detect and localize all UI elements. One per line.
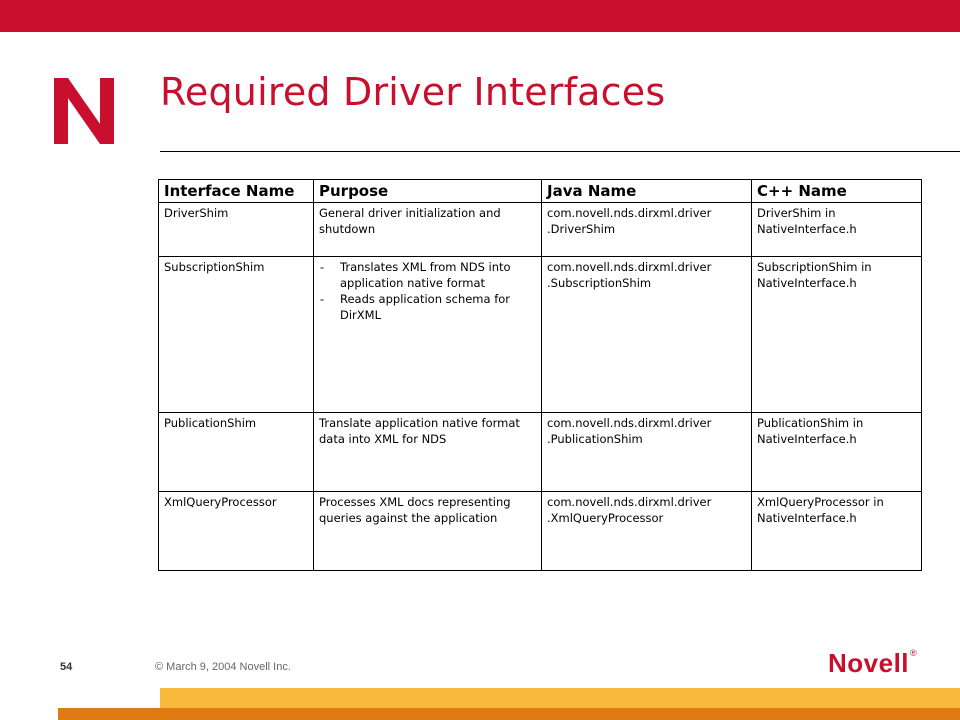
copyright-notice: © March 9, 2004 Novell Inc. [155,661,291,673]
cell-java-name [542,203,752,257]
purpose-bullet: - Translates XML from NDS into application native format [319,259,536,291]
cell-java-name [542,257,752,413]
java-class: .PublicationShim [547,432,643,447]
footer-bar-light [160,688,960,708]
table-header-row [159,180,922,203]
cpp-class: XmlQueryProcessor in [757,494,884,509]
cell-purpose: Processes XML docs representing queries against the application [314,491,542,570]
top-brand-bar [0,0,960,32]
footer-bar-dark [58,708,960,720]
cell-cpp-name [752,203,922,257]
table-row [159,257,922,413]
java-package: com.novell.nds.dirxml.driver [547,260,712,275]
header-java-name: Java Name [542,180,752,203]
cell-purpose: Translate application native format data into XML for NDS [314,413,542,491]
cpp-header-file: NativeInterface.h [757,222,857,236]
java-class: .SubscriptionShim [547,276,652,291]
header-interface-name: Interface Name [159,180,314,203]
cell-interface-name: SubscriptionShim [159,257,314,413]
cpp-header-file: NativeInterface.h [757,510,857,525]
cpp-header-file: NativeInterface.h [757,276,857,291]
cell-interface-name: XmlQueryProcessor [159,491,314,570]
cell-interface-name: PublicationShim [159,413,314,491]
table-row [159,203,922,257]
cell-java-name [542,491,752,570]
cpp-class: SubscriptionShim in [757,260,872,275]
java-class: .DriverShim [547,222,616,236]
driver-interfaces-table [158,179,922,571]
purpose-bullet: - Reads application schema for DirXML [319,291,536,323]
java-package: com.novell.nds.dirxml.driver [547,206,712,220]
cpp-header-file: NativeInterface.h [757,432,857,447]
cell-cpp-name [752,491,922,570]
page-number: 54 [60,661,73,673]
title-divider [160,151,960,152]
slide-title: Required Driver Interfaces [160,70,666,114]
table-row [159,491,922,570]
cell-purpose [314,257,542,413]
cpp-class: DriverShim in [757,206,836,220]
brand-name: Novell [828,648,910,678]
cell-purpose: General driver initialization and shutdown [314,203,542,257]
cpp-class: PublicationShim in [757,416,864,431]
novell-wordmark-logo [828,648,917,679]
java-package: com.novell.nds.dirxml.driver [547,494,712,509]
novell-n-logo-icon [52,76,116,146]
registered-mark: ® [910,648,918,658]
cell-java-name [542,413,752,491]
cell-interface-name: DriverShim [159,203,314,257]
purpose-bullet-list [319,259,536,323]
java-package: com.novell.nds.dirxml.driver [547,416,712,431]
cell-cpp-name [752,413,922,491]
header-purpose: Purpose [314,180,542,203]
java-class: .XmlQueryProcessor [547,510,664,525]
table-row [159,413,922,491]
cell-cpp-name [752,257,922,413]
header-cpp-name: C++ Name [752,180,922,203]
